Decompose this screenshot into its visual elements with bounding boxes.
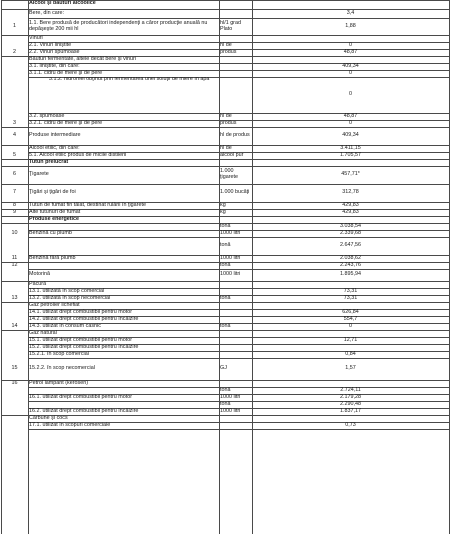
row-value: 2.038,62 — [340, 255, 361, 261]
row-value — [252, 216, 449, 223]
row-value: 2.243,76 — [340, 262, 361, 268]
row-description: Alcool etilic, din care: — [29, 145, 80, 151]
row-number: 9 — [13, 209, 16, 215]
row-unit: tonă — [220, 387, 231, 393]
row-unit — [219, 422, 252, 429]
row-description: 2.2. Vinuri spumoase — [29, 49, 80, 55]
row-description: 15.1. utilizat drept combustibil pentru motor — [29, 337, 133, 343]
group-divider — [1, 56, 28, 57]
row-unit: GJ — [220, 365, 227, 372]
group-divider — [1, 127, 28, 128]
row-unit — [219, 309, 252, 316]
row-number — [1, 351, 28, 358]
row-unit: hl de produs — [220, 132, 250, 139]
row-unit: 1000 litri — [220, 408, 241, 414]
row-description: 3.1.2. hidromel obţinut prin fermentarea unei soluţii de miere în apă — [49, 77, 210, 82]
row-description: Motorină — [29, 271, 50, 278]
row-value — [252, 415, 449, 422]
group-divider — [1, 330, 28, 331]
row-description: 14.3. utilizat în consum casnic — [29, 323, 101, 329]
row-value: 409,34 — [342, 132, 359, 139]
row-number — [1, 113, 28, 120]
row-value: 0 — [349, 120, 352, 126]
row-unit: kg — [220, 209, 226, 215]
group-divider — [1, 262, 28, 263]
row-description: Benzină fără plumb — [29, 255, 76, 261]
row-description — [28, 262, 217, 269]
row-description: Produse intermediare — [29, 132, 81, 139]
row-description: 13.1. utilizată în scop comercial — [29, 288, 105, 294]
row-number: 8 — [13, 202, 16, 208]
row-unit: hl de — [220, 113, 232, 119]
row-value: 48,87 — [343, 49, 358, 55]
row-value — [252, 159, 449, 166]
row-value: 2.724,11 — [340, 387, 361, 393]
row-number: 1 — [13, 22, 16, 29]
row-number — [1, 330, 28, 337]
col-line-desc — [219, 0, 220, 534]
row-value: 73,31 — [343, 288, 358, 294]
row-unit: tonă — [220, 295, 231, 301]
group-divider — [1, 159, 28, 160]
row-value: 0,73 — [345, 422, 356, 428]
group-divider — [1, 302, 28, 303]
row-description: 14.2. utilizat drept combustibil pentru încălzire — [29, 316, 139, 322]
row-divider — [28, 429, 449, 430]
row-unit: tonă — [220, 401, 231, 407]
row-number — [1, 302, 28, 309]
row-unit — [219, 316, 252, 323]
row-description: 15.2.1. în scop comercial — [29, 351, 89, 357]
row-number — [1, 422, 28, 429]
col-line-left — [1, 0, 2, 534]
row-value: 2.647,56 — [340, 242, 361, 249]
row-value: 0 — [349, 91, 352, 98]
row-number — [1, 77, 28, 113]
row-description: 3.1.1. cidru de mere şi de pere — [29, 70, 103, 76]
row-number — [1, 415, 28, 422]
row-unit — [219, 70, 252, 77]
group-divider — [1, 415, 28, 416]
row-unit — [219, 337, 252, 344]
row-value: 2.179,28 — [340, 394, 361, 400]
row-description: 16.2. utilizat drept combustibil pentru încălzire — [29, 408, 139, 414]
row-description — [28, 401, 217, 408]
row-description: Ţigări şi ţigări de foi — [29, 189, 76, 196]
row-number — [1, 9, 28, 18]
row-number: 15 — [11, 365, 18, 372]
row-description: 3.2. spumoase — [29, 113, 65, 119]
row-number — [1, 63, 28, 70]
row-number: 4 — [13, 132, 16, 139]
row-description: 16.1. utilizat drept combustibil pentru motor — [29, 394, 133, 400]
row-number: 14 — [11, 323, 18, 329]
row-unit — [219, 415, 252, 422]
row-unit: 1000 litri — [220, 255, 241, 261]
row-unit: 1000 litri — [220, 230, 241, 236]
group-divider — [1, 223, 28, 224]
table-header: Alcool şi băuturi alcoolice — [29, 1, 96, 6]
group-divider — [1, 209, 28, 210]
row-number — [1, 408, 28, 415]
row-unit — [219, 56, 252, 63]
row-number — [1, 56, 28, 63]
row-number: 16 — [11, 380, 18, 386]
row-description: Păcură — [29, 281, 47, 287]
row-number — [1, 145, 28, 152]
row-description: Cărbune şi cocs — [29, 415, 68, 421]
row-description: Vinuri — [29, 35, 43, 41]
row-description — [28, 223, 217, 230]
row-value: 554,7 — [343, 316, 358, 322]
group-divider — [1, 145, 28, 146]
row-value: 2.339,68 — [340, 230, 361, 236]
row-description: 5.1. Alcool etilic produs de micile distilerii — [29, 152, 127, 158]
row-unit: 1000 litri — [220, 271, 241, 278]
row-description: 14.1. utilizat drept combustibil pentru motor — [29, 309, 133, 315]
row-description: Gaz natural — [29, 330, 57, 336]
row-value — [252, 56, 449, 63]
row-unit — [219, 344, 252, 351]
top-rule — [1, 0, 449, 1]
row-value — [252, 281, 449, 288]
row-unit — [219, 302, 252, 309]
row-description: Tutun de fumat fin tăiat, destinat rulării în ţigarete — [29, 202, 146, 208]
row-number: 12 — [11, 262, 18, 268]
row-number — [1, 42, 28, 49]
row-value: 457,71* — [341, 171, 360, 178]
row-unit — [219, 351, 252, 358]
row-value: 0 — [349, 70, 352, 76]
row-description: Băuturi fermentate, altele decât bere şi vinuri — [29, 56, 136, 62]
row-number — [1, 337, 28, 344]
row-value: 0 — [349, 42, 352, 48]
row-description: 17.1. utilizat în scopuri comerciale — [29, 422, 111, 428]
row-value: 429,83 — [342, 209, 359, 215]
row-number — [1, 394, 28, 401]
row-value: 2.290,48 — [340, 401, 361, 407]
row-number — [1, 223, 28, 230]
row-number — [1, 309, 28, 316]
row-unit: produs — [220, 120, 237, 126]
col-line-right — [449, 0, 450, 534]
row-number: 6 — [13, 171, 16, 178]
row-unit — [219, 288, 252, 295]
row-number — [1, 344, 28, 351]
row-unit — [219, 77, 252, 113]
row-value: 1,88 — [345, 22, 356, 29]
group-divider — [1, 202, 28, 203]
row-value — [252, 344, 449, 351]
row-value: 409,34 — [342, 63, 359, 69]
row-number — [1, 288, 28, 295]
row-value: 3.411,15 — [340, 145, 361, 151]
row-value — [252, 35, 449, 42]
row-value — [252, 330, 449, 337]
row-description: 15.2. utilizat drept combustibil pentru încălzire — [29, 344, 139, 350]
row-unit — [219, 216, 252, 223]
row-description — [28, 387, 217, 394]
row-unit — [219, 330, 252, 337]
row-value: 3.038,54 — [340, 223, 361, 229]
group-divider — [1, 184, 28, 185]
row-description: 2.1. Vinuri liniştite — [29, 42, 72, 48]
row-unit — [219, 380, 252, 387]
row-value: 48,87 — [343, 113, 358, 119]
row-number — [1, 401, 28, 408]
row-number — [1, 35, 28, 42]
row-value: 3,4 — [346, 9, 355, 16]
row-value: 1.895,94 — [340, 271, 361, 278]
group-divider — [1, 216, 28, 217]
row-unit — [219, 63, 252, 70]
col-line-no — [28, 0, 29, 534]
row-number — [1, 281, 28, 288]
row-description: 3.1. liniştite, din care: — [29, 63, 80, 69]
row-description: 3.2.1. cidru de mere şi de pere — [29, 120, 103, 126]
row-number — [1, 237, 28, 255]
row-value: 73,31 — [343, 295, 358, 301]
col-line-unit — [252, 0, 253, 534]
row-description: Petrol lampant (kerosen) — [29, 380, 89, 386]
row-unit: hl/1 grad Plato — [220, 19, 241, 32]
row-unit — [219, 9, 252, 18]
row-unit: tonă — [220, 223, 231, 229]
row-unit: kg — [220, 202, 226, 208]
row-description: Ţigarete — [29, 171, 49, 178]
row-number — [1, 387, 28, 394]
row-value: 1.837,17 — [340, 408, 361, 414]
row-value: 626,84 — [342, 309, 359, 315]
row-description: 1.1. Bere produsă de producători independenţi a căror producţie anuală nu depăşeşte 200 mii hl — [29, 19, 208, 32]
row-unit: produs — [220, 49, 237, 55]
row-description: Benzină cu plumb — [29, 230, 72, 236]
row-description: Bere, din care: — [29, 9, 65, 16]
row-unit: alcool pur — [220, 152, 244, 158]
row-number — [1, 316, 28, 323]
row-unit: tonă — [220, 262, 231, 268]
row-unit — [219, 159, 252, 166]
row-description: 13.2. utilizată în scop necomercial — [29, 295, 111, 301]
row-value: 0 — [349, 323, 352, 329]
row-description: 15.2.2. în scop necomercial — [29, 365, 95, 372]
row-unit: 1000 litri — [220, 394, 241, 400]
row-unit: tonă — [220, 242, 231, 249]
header-rule — [1, 9, 449, 10]
row-number — [1, 70, 28, 77]
row-number: 11 — [11, 255, 18, 261]
group-divider — [1, 35, 28, 36]
row-unit — [219, 35, 252, 42]
row-number: 3 — [13, 120, 16, 126]
row-description: Alte tutunuri de fumat — [29, 209, 81, 215]
row-unit: hl de — [220, 42, 232, 48]
row-value — [252, 302, 449, 309]
row-number: 7 — [13, 189, 16, 196]
row-number: 5 — [13, 152, 16, 158]
row-number — [1, 269, 28, 281]
row-number: 2 — [13, 49, 16, 55]
row-unit: 1.000 bucăţi — [220, 189, 250, 196]
group-divider — [1, 166, 28, 167]
row-unit: 1.000 ţigarete — [220, 168, 238, 180]
row-description: Tutun prelucrat — [29, 159, 69, 165]
row-value: 312,78 — [342, 189, 359, 196]
row-description: Produse energetice — [29, 216, 80, 222]
row-unit: tonă — [220, 323, 231, 329]
row-value — [252, 380, 449, 387]
row-value: 1.705,57 — [340, 152, 361, 158]
row-unit — [219, 281, 252, 288]
row-unit: hl de — [220, 145, 232, 151]
row-number: 13 — [11, 295, 18, 301]
row-number: 10 — [11, 230, 18, 236]
row-value: 1,57 — [345, 365, 356, 372]
row-description: Gaz petrolier lichefiat — [29, 302, 80, 308]
row-value: 0,84 — [345, 351, 356, 357]
row-number — [1, 159, 28, 166]
row-number — [1, 216, 28, 223]
group-divider — [1, 281, 28, 282]
row-value: 12,71 — [343, 337, 358, 343]
row-value: 429,83 — [342, 202, 359, 208]
row-description — [28, 237, 217, 255]
group-divider — [1, 380, 28, 381]
